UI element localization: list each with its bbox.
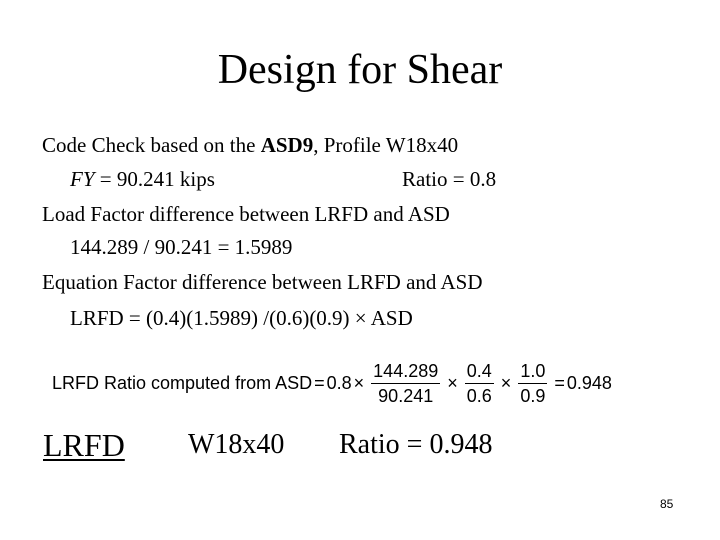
lrfd-ratio-formula (52, 355, 612, 411)
equation-factor-calc: LRFD = (0.4)(1.5989) /(0.6)(0.9) × ASD (70, 306, 413, 330)
fraction-phi-denominator: 0.9 (520, 385, 546, 406)
formula-times-2: × (447, 372, 458, 393)
summary-profile: W18x40 (188, 429, 285, 460)
slide-title: Design for Shear (217, 47, 503, 93)
formula-times-1: × (353, 372, 365, 393)
asd-ratio: Ratio = 0.8 (402, 167, 497, 191)
fraction-load-denominator: 90.241 (378, 385, 434, 406)
fraction-phi (518, 360, 547, 407)
fy-line (70, 165, 497, 193)
fy-label: FY (70, 167, 95, 191)
load-factor-heading: Load Factor difference between LRFD and ASD (42, 202, 450, 226)
formula-equals-result: = (554, 372, 565, 393)
fy-value: = 90.241 kips (94, 167, 215, 191)
formula-times-3: × (500, 372, 512, 393)
code-check-prefix: Code Check based on the (42, 133, 261, 157)
page-number: 85 (660, 497, 674, 511)
fraction-equation-numerator: 0.4 (465, 360, 494, 384)
summary-ratio: Ratio = 0.948 (339, 429, 493, 460)
formula-equals: = (314, 372, 325, 393)
fraction-load (371, 360, 440, 407)
equation-factor-heading: Equation Factor difference between LRFD and ASD (42, 270, 483, 294)
fraction-equation-denominator: 0.6 (466, 385, 492, 406)
code-check-suffix: , Profile W18x40 (313, 133, 459, 157)
code-check-line (42, 131, 458, 159)
load-factor-calc: 144.289 / 90.241 = 1.5989 (70, 235, 293, 259)
code-check-standard: ASD9 (260, 133, 314, 157)
fraction-equation (465, 360, 494, 407)
fraction-phi-numerator: 1.0 (518, 360, 547, 384)
fraction-load-numerator: 144.289 (371, 360, 440, 384)
formula-result: 0.948 (566, 372, 612, 393)
formula-lead: LRFD Ratio computed from ASD (52, 372, 313, 393)
summary-method-label: LRFD (43, 427, 125, 463)
formula-coefficient: 0.8 (326, 372, 352, 393)
